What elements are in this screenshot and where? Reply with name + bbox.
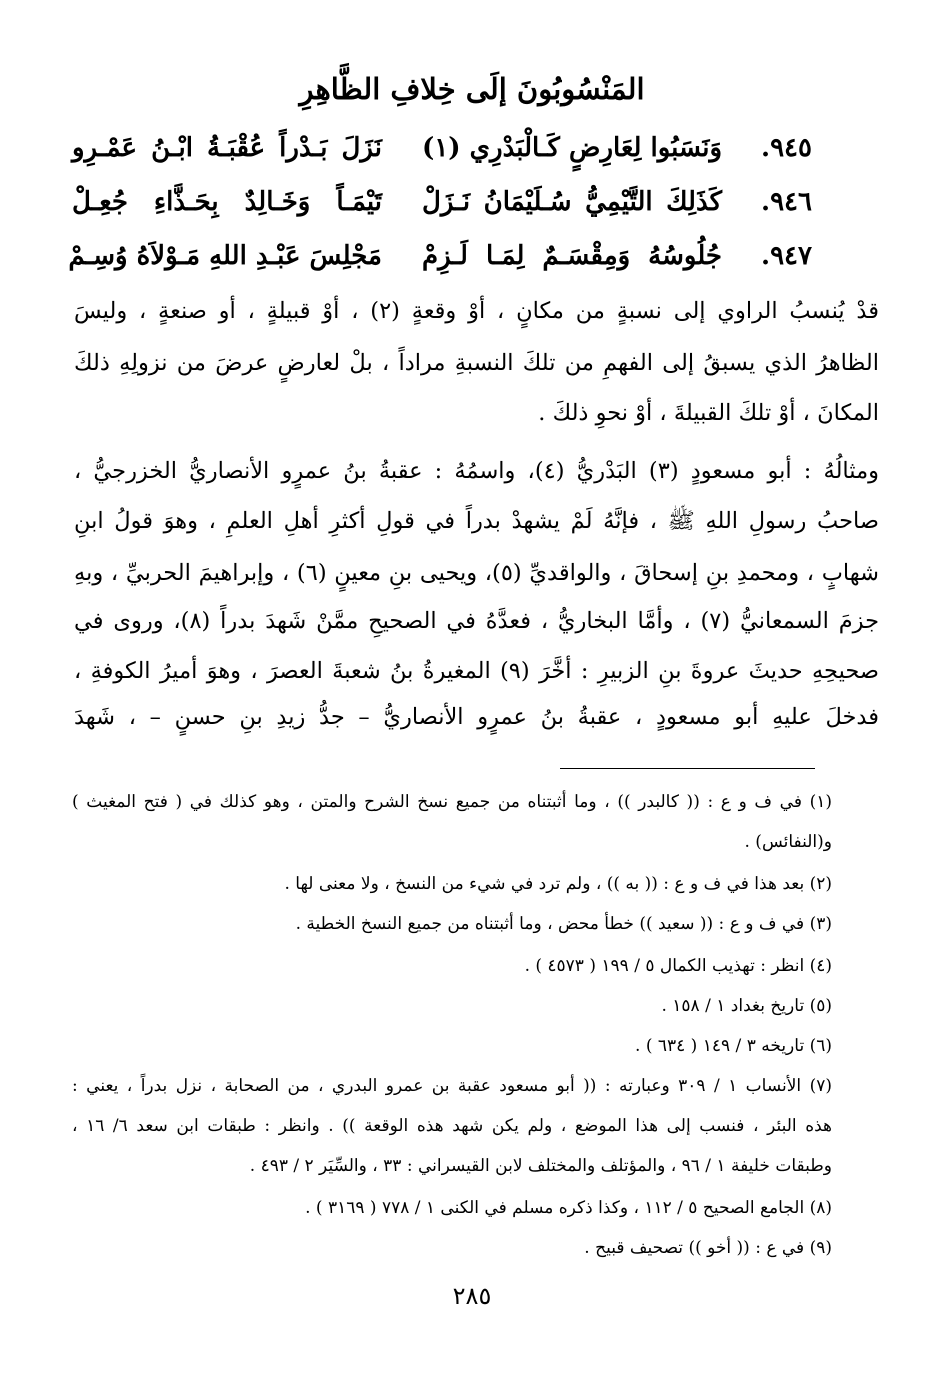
body-line: ومثالُهُ : أبو مسعودٍ (٣) البَدْريُّ (٤)، واسمُهُ : عقبةُ بنُ عمرٍو الأنصاريُّ الخزرجيُّ ، — [74, 458, 879, 484]
body-line: صاحبُ رسولِ اللهِ ﷺ ، فإنَّهُ لَمْ يشهدْ بدراً في قولِ أكثرِ أهلِ العلمِ ، وهوَ قولُ ابنِ — [74, 508, 879, 534]
footnote-line: هذه البئر ، فنسب إلى هذا الموضع ، ولم يكن شهد هذه الوقعة )) . وانظر : طبقات ابن سعد ٦/ ١٦ ، — [72, 1116, 832, 1136]
footnote-line: (٣) في ف و ع : (( سعيد )) خطأ محض ، وما أثبتناه من جميع النسخ الخطية . — [295, 914, 832, 934]
body-line: شهابٍ ، ومحمدِ بنِ إسحاقَ ، والواقديِّ (٥)، ويحيى بنِ معينٍ (٦) ، وإبراهيمَ الحربيِّ ، وبهِ — [74, 560, 879, 586]
footnote-line: (٨) الجامع الصحيح ٥ / ١١٢ ، وكذا ذكره مسلم في الكنى ١ / ٧٧٨ ( ٣١٦٩ ) . — [305, 1198, 832, 1218]
running-title: المَنْسُوبُونَ إلَى خِلافِ الظَّاهِرِ — [299, 72, 645, 106]
footnote-line: (٢) بعد هذا في ف و ع : (( به )) ، ولم ترد في شيء من النسخ ، ولا معنى لها . — [284, 874, 832, 894]
body-line: جزمَ السمعانيُّ (٧) ، وأمَّا البخاريُّ ، فعدَّهُ في الصحيحِ ممَّنْ شَهدَ بدراً (٨)، وروى في — [74, 608, 880, 634]
body-line: قدْ يُنسبُ الراوي إلى نسبةٍ من مكانٍ ، أوْ وقعةٍ (٢) ، أوْ قبيلةٍ ، أو صنعةٍ ، وليسَ — [74, 298, 879, 324]
footnote-line: وطبقات خليفة ١ / ٩٦ ، والمؤتلف والمختلف لابن القيسراني : ٣٣ ، والسِّيَر ٢ / ٤٩٣ . — [249, 1156, 832, 1176]
verse-number: ٩٤٥. — [761, 133, 812, 163]
footnote-line: (١) في ف و ع : (( كالبدر )) ، وما أثبتناه من جميع نسخ الشرح والمتن ، وهو كذلك في ( فتح المغيث ) — [72, 792, 832, 812]
verse-first-hemistich: جُلُوسُهُ وَمِقْسَـمٌ لِمَـا لَـزِمْ — [422, 241, 722, 271]
verse-946 — [72, 180, 812, 224]
footnote-line: (٧) الأنساب ١ / ٣٠٩ وعبارته : (( أبو مسعود عقبة بن عمرو البدري ، من الصحابة ، نزل بدراً ، يعني : — [72, 1076, 832, 1096]
footnote-line: (٤) انظر : تهذيب الكمال ٥ / ١٩٩ ( ٤٥٧٣ ) . — [524, 956, 832, 976]
body-line: الظاهرُ الذي يسبقُ إلى الفهمِ من تلكَ النسبةِ مراداً ، بلْ لعارضٍ عرضَ من نزولِهِ ذلكَ — [74, 350, 879, 376]
body-line: فدخلَ عليهِ أبو مسعودٍ ، عقبةُ بنُ عمرٍو الأنصاريُّ – جدُّ زيدِ بنِ حسنٍ – ، شَهدَ — [74, 704, 879, 730]
footnote-line: (٥) تاريخ بغداد ١ / ١٥٨ . — [661, 996, 832, 1016]
verse-second-hemistich: مَجْلِسَ عَبْـدِ اللهِ مَـوْلاَهُ وُسِـمْ — [68, 241, 382, 271]
footnote-line: و(النفائس) . — [744, 832, 832, 852]
verse-second-hemistich: نَزَلَ بَـدْراً عُقْبَـةُ ابْـنُ عَمْـرِو — [72, 133, 382, 163]
footnote-separator — [560, 768, 815, 769]
verse-first-hemistich: وَنَسَبُوا لِعَارِضٍ كَـالْبَدْرِي (١) — [422, 133, 722, 163]
verse-number: ٩٤٦. — [761, 187, 812, 217]
verse-947 — [68, 234, 812, 278]
verse-second-hemistich: تَيْمَـاً وَخَـالِدٌ بِحَـذَّاءِ جُعِـلْ — [72, 187, 382, 217]
verse-945 — [72, 126, 812, 170]
body-line: صحيحِهِ حديثَ عروةَ بنِ الزبيرِ : أخَّرَ (٩) المغيرةُ بنُ شعبةَ العصرَ ، وهوَ أميرُ الكوفةِ ، — [74, 658, 879, 684]
verse-first-hemistich: كَذَلِكَ التَّيْمِيُّ سُـلَيْمَانُ نَـزَلْ — [422, 187, 722, 217]
page-number: ٢٨٥ — [452, 1282, 492, 1310]
verse-number: ٩٤٧. — [761, 241, 812, 271]
footnote-line: (٩) في ع : (( أخو )) تصحيف قبيح . — [584, 1238, 832, 1258]
body-line: المكانَ ، أوْ تلكَ القبيلةَ ، أوْ نحوِ ذلكَ . — [538, 400, 879, 426]
footnote-line: (٦) تاريخه ٣ / ١٤٩ ( ٦٣٤ ) . — [635, 1036, 832, 1056]
